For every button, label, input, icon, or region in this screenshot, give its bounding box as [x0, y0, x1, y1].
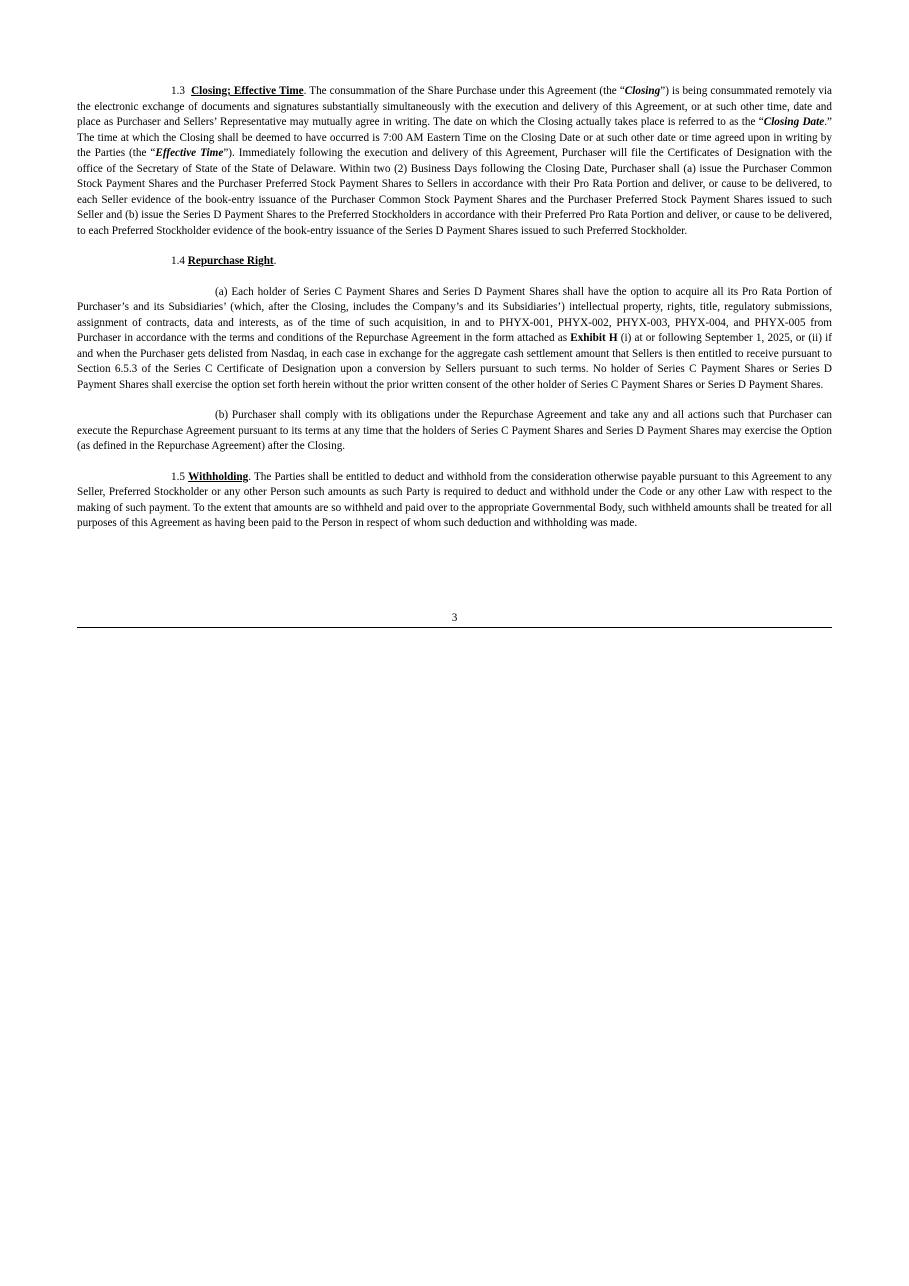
section-heading-withholding: Withholding — [188, 470, 249, 483]
section-number: 1.4 — [171, 255, 185, 267]
section-number: 1.5 — [171, 470, 185, 483]
section-heading-repurchase-right: Repurchase Right — [187, 255, 274, 267]
section-1-5-paragraph — [77, 470, 832, 532]
footer-divider — [77, 627, 832, 628]
section-1-4-b-paragraph — [77, 408, 832, 455]
body-text: ”). Immediately following the execution and delivery of this Agreement, Purchaser will file the Certificates of Designation with the office of the Secretary of State of the State of Delaware. Within two (2) Business Days following the Closing Date, Purchaser shall (a) issue the Purchaser Common Stock Payment Shares and the Purchaser Preferred Stock Payment Shares to Sellers in accordance with their Pro Rata Portion and deliver, or cause to be delivered, to each Seller evidence of the book-entry issuance of the Purchaser Common Stock Payment Shares and the Purchaser Preferred Stock Payment Shares issued to such Seller and (b) issue the Series D Payment Shares to the Preferred Stockholders in accordance with their Preferred Pro Rata Portion and deliver, or cause to be delivered, to each Preferred Stockholder evidence of the book-entry issuance of the Series D Payment Shares issued to such Preferred Stockholder. — [77, 147, 833, 237]
body-text: . — [273, 255, 277, 267]
defined-term-effective-time: Effective Time — [155, 147, 224, 159]
defined-term-closing-date: Closing Date — [763, 116, 825, 128]
page-number: 3 — [451, 612, 458, 624]
section-1-3-paragraph — [77, 84, 832, 239]
defined-term-closing: Closing — [624, 85, 661, 97]
body-text: ”) is being consummated remotely via the electronic exchange of documents and signatures substantially simultaneously with the execution and delivery of this Agreement, or at such other time, date and place as Purchaser and Sellers’ Representative may mutually agree in writing. The date on which the Closing actually takes place is referred to as the “ — [77, 85, 832, 128]
body-text: (i) at or following September 1, 2025, or (ii) if and when the Purchaser gets delisted from Nasdaq, in each case in exchange for the aggregate cash settlement amount that Sellers is then entitled to receive pursuant to Section 6.5.3 of the Series C Certificate of Designation upon a conversion by Sellers pursuant to such terms. No holder of Series C Payment Shares or Series D Payment Shares shall exercise the option set forth herein without the prior written consent of the other holder of Series C Payment Shares or Series D Payment Shares. — [77, 332, 832, 391]
section-1-4-a-paragraph — [77, 285, 832, 394]
body-text: . The Parties shall be entitled to deduct and withhold from the consideration otherwise payable pursuant to this Agreement to any Seller, Preferred Stockholder or any other Person such amounts as such Party is required to deduct and withhold under the Code or any other Law with respect to the making of such payment. To the extent that amounts are so withheld and paid over to the appropriate Governmental Body, such withheld amounts shall be treated for all purposes of this Agreement as having been paid to the Person in respect of whom such deduction and withholding was made. — [77, 470, 832, 529]
section-1-4-heading-paragraph — [77, 254, 832, 270]
body-text: (a) Each holder of Series C Payment Shares and Series D Payment Shares shall have the option to acquire all its Pro Rata Portion of Purchaser’s and its Subsidiaries’ (which, after the Closing, includes the Company’s and its Subsidiaries’) intellectual property, rights, title, regulatory submissions, assignment of contracts, data and interests, as of the time of such acquisition, in and to PHYX-001, PHYX-002, PHYX-003, PHYX-004, and PHYX-005 from Purchaser in accordance with the terms and conditions of the Repurchase Agreement in the form attached as — [77, 285, 832, 344]
section-number: 1.3 — [171, 85, 185, 97]
section-heading-closing: Closing; Effective Time — [191, 85, 304, 97]
body-text: .” The time at which the Closing shall be deemed to have occurred is 7:00 AM Eastern Time on the Closing Date or at such other date or time agreed upon in writing by the Parties (the “ — [77, 116, 832, 159]
exhibit-reference: Exhibit H — [570, 332, 618, 344]
document-body — [77, 84, 832, 547]
body-text: (b) Purchaser shall comply with its obligations under the Repurchase Agreement and take any and all actions such that Purchaser can execute the Repurchase Agreement pursuant to its terms at any time that the holders of Series C Payment Shares and Series D Payment Shares may exercise the Option (as defined in the Repurchase Agreement) after the Closing. — [77, 409, 832, 452]
body-text: . The consummation of the Share Purchase under this Agreement (the “ — [303, 85, 625, 97]
